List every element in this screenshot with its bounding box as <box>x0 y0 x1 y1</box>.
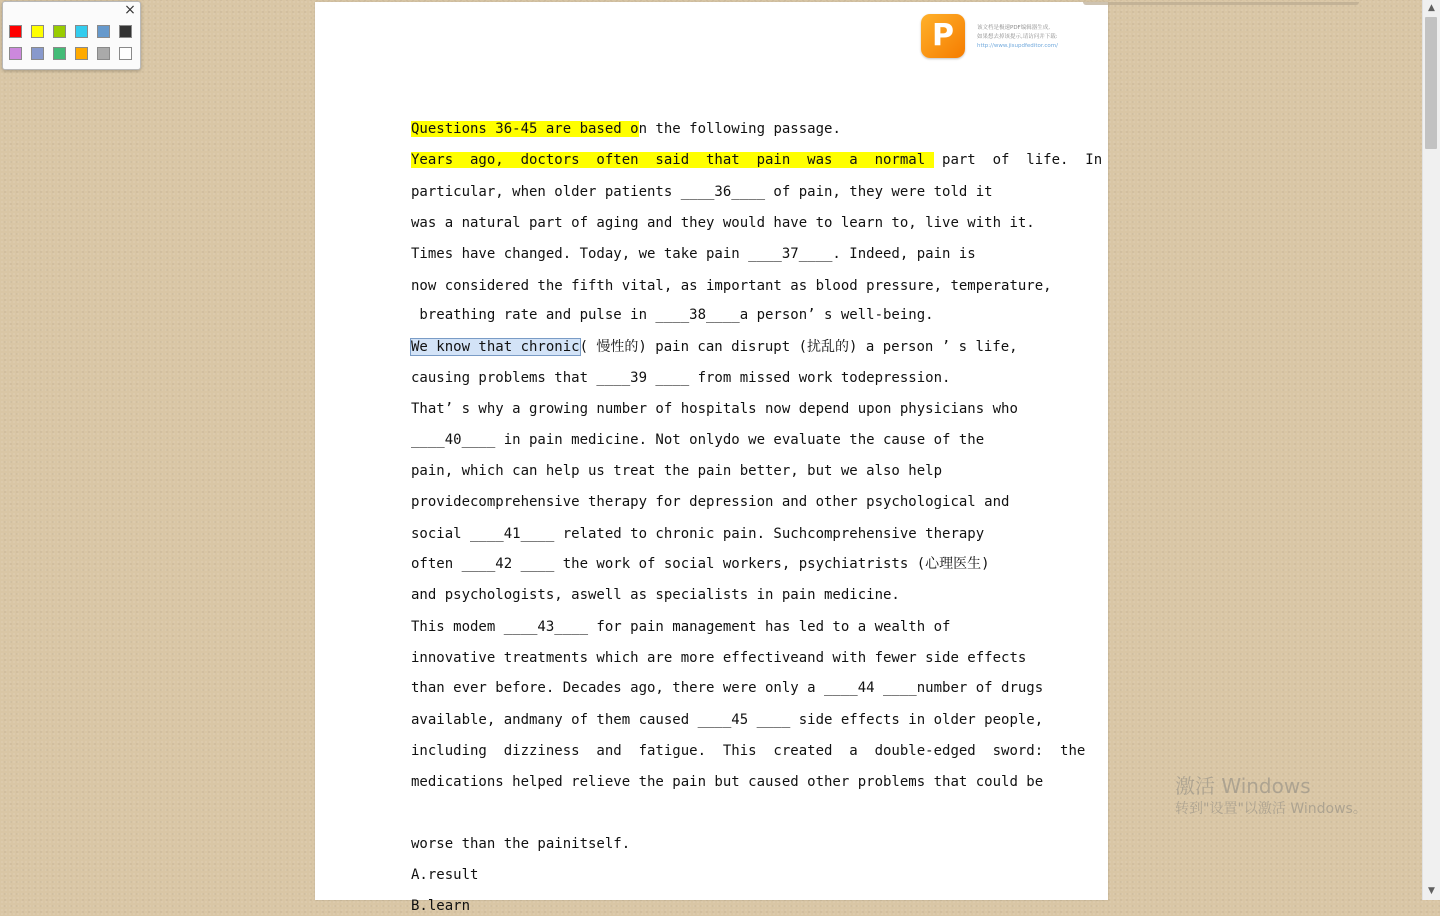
passage-line: now considered the fifth vital, as important as blood pressure, temperature, <box>411 278 1052 294</box>
passage-line: social ____41____ related to chronic pain. Suchcomprehensive therapy <box>411 526 985 542</box>
swatch-orange[interactable] <box>75 47 88 60</box>
swatch-slate[interactable] <box>31 47 44 60</box>
watermark-title: 激活 Windows <box>1175 774 1311 798</box>
passage-line: A.result <box>411 867 479 883</box>
passage-line: often ____42 ____ the work of social workers, psychiatrists (心理医生) <box>411 556 990 572</box>
passage-text <box>411 114 1103 914</box>
passage-line: pain, which can help us treat the pain better, but we also help <box>411 463 943 479</box>
swatch-green[interactable] <box>53 25 66 38</box>
document-page <box>315 2 1108 914</box>
passage-line <box>411 119 841 139</box>
logo-notice-url[interactable]: http://www.jisupdfeditor.com/ <box>977 43 1058 49</box>
pdf-editor-logo <box>921 14 965 58</box>
swatch-cyan[interactable] <box>75 25 88 38</box>
passage-line: providecomprehensive therapy for depression and other psychological and <box>411 494 1010 510</box>
highlight-yellow[interactable]: Questions 36-45 are based o <box>411 121 639 137</box>
passage-line: medications helped relieve the pain but caused other problems that could be <box>411 774 1044 790</box>
watermark-subtitle: 转到"设置"以激活 Windows。 <box>1175 801 1367 817</box>
passage-line: than ever before. Decades ago, there were only a ____44 ____number of drugs <box>411 680 1044 696</box>
passage-line: ____40____ in pain medicine. Not onlydo we evaluate the cause of the <box>411 432 985 448</box>
passage-line: innovative treatments which are more effectiveand with fewer side effects <box>411 650 1027 666</box>
logo-glyph: P <box>932 18 954 53</box>
passage-line: worse than the painitself. <box>411 836 631 852</box>
passage-line: causing problems that ____39 ____ from missed work todepression. <box>411 370 951 386</box>
swatch-yellow[interactable] <box>31 25 44 38</box>
logo-notice-line1: 该文档是极速PDF编辑器生成, <box>977 25 1050 31</box>
passage-line: and psychologists, aswell as specialists in pain medicine. <box>411 587 900 603</box>
logo-notice <box>977 24 1097 51</box>
vertical-scrollbar[interactable] <box>1422 0 1440 900</box>
swatch-blue[interactable] <box>97 25 110 38</box>
scroll-thumb[interactable] <box>1425 17 1437 149</box>
swatch-gray[interactable] <box>97 47 110 60</box>
swatch-teal[interactable] <box>53 47 66 60</box>
passage-line <box>411 150 1102 170</box>
passage-line: This modem ____43____ for pain management has led to a wealth of <box>411 619 951 635</box>
selection-highlight[interactable]: We know that chronic <box>411 339 580 355</box>
scroll-down-arrow-icon[interactable]: ▼ <box>1428 886 1435 896</box>
page-top-tab <box>1083 2 1359 5</box>
swatch-black[interactable] <box>119 25 132 38</box>
passage-line: That’ s why a growing number of hospitals now depend upon physicians who <box>411 401 1018 417</box>
passage-line: including dizziness and fatigue. This created a double-edged sword: the <box>411 743 1086 759</box>
swatch-violet[interactable] <box>9 47 22 60</box>
passage-line: B.learn <box>411 898 471 914</box>
color-palette-panel <box>2 1 141 70</box>
swatch-red[interactable] <box>9 25 22 38</box>
passage-line: was a natural part of aging and they would have to learn to, live with it. <box>411 215 1035 231</box>
line-text: part of life. In <box>933 152 1103 168</box>
passage-line: Times have changed. Today, we take pain ____37____. Indeed, pain is <box>411 246 976 262</box>
logo-notice-line2: 如果想去掉该提示,请访问并下载: <box>977 34 1058 40</box>
passage-line: particular, when older patients ____36____ of pain, they were told it <box>411 184 993 200</box>
scroll-up-arrow-icon[interactable]: ▲ <box>1428 3 1435 13</box>
palette-close-icon[interactable]: × <box>124 2 136 18</box>
highlight-yellow[interactable]: Years ago, doctors often said that pain was a normal <box>411 152 934 168</box>
swatch-white[interactable] <box>119 47 132 60</box>
passage-line: available, andmany of them caused ____45 ____ side effects in older people, <box>411 712 1044 728</box>
passage-line <box>411 337 1018 357</box>
line-text: n the following passage. <box>638 121 841 137</box>
passage-line: breathing rate and pulse in ____38____a person’ s well-being. <box>411 307 934 323</box>
line-text: ( 慢性的) pain can disrupt (扰乱的) a person ’ s life, <box>579 339 1018 355</box>
windows-activation-watermark <box>1175 773 1367 819</box>
